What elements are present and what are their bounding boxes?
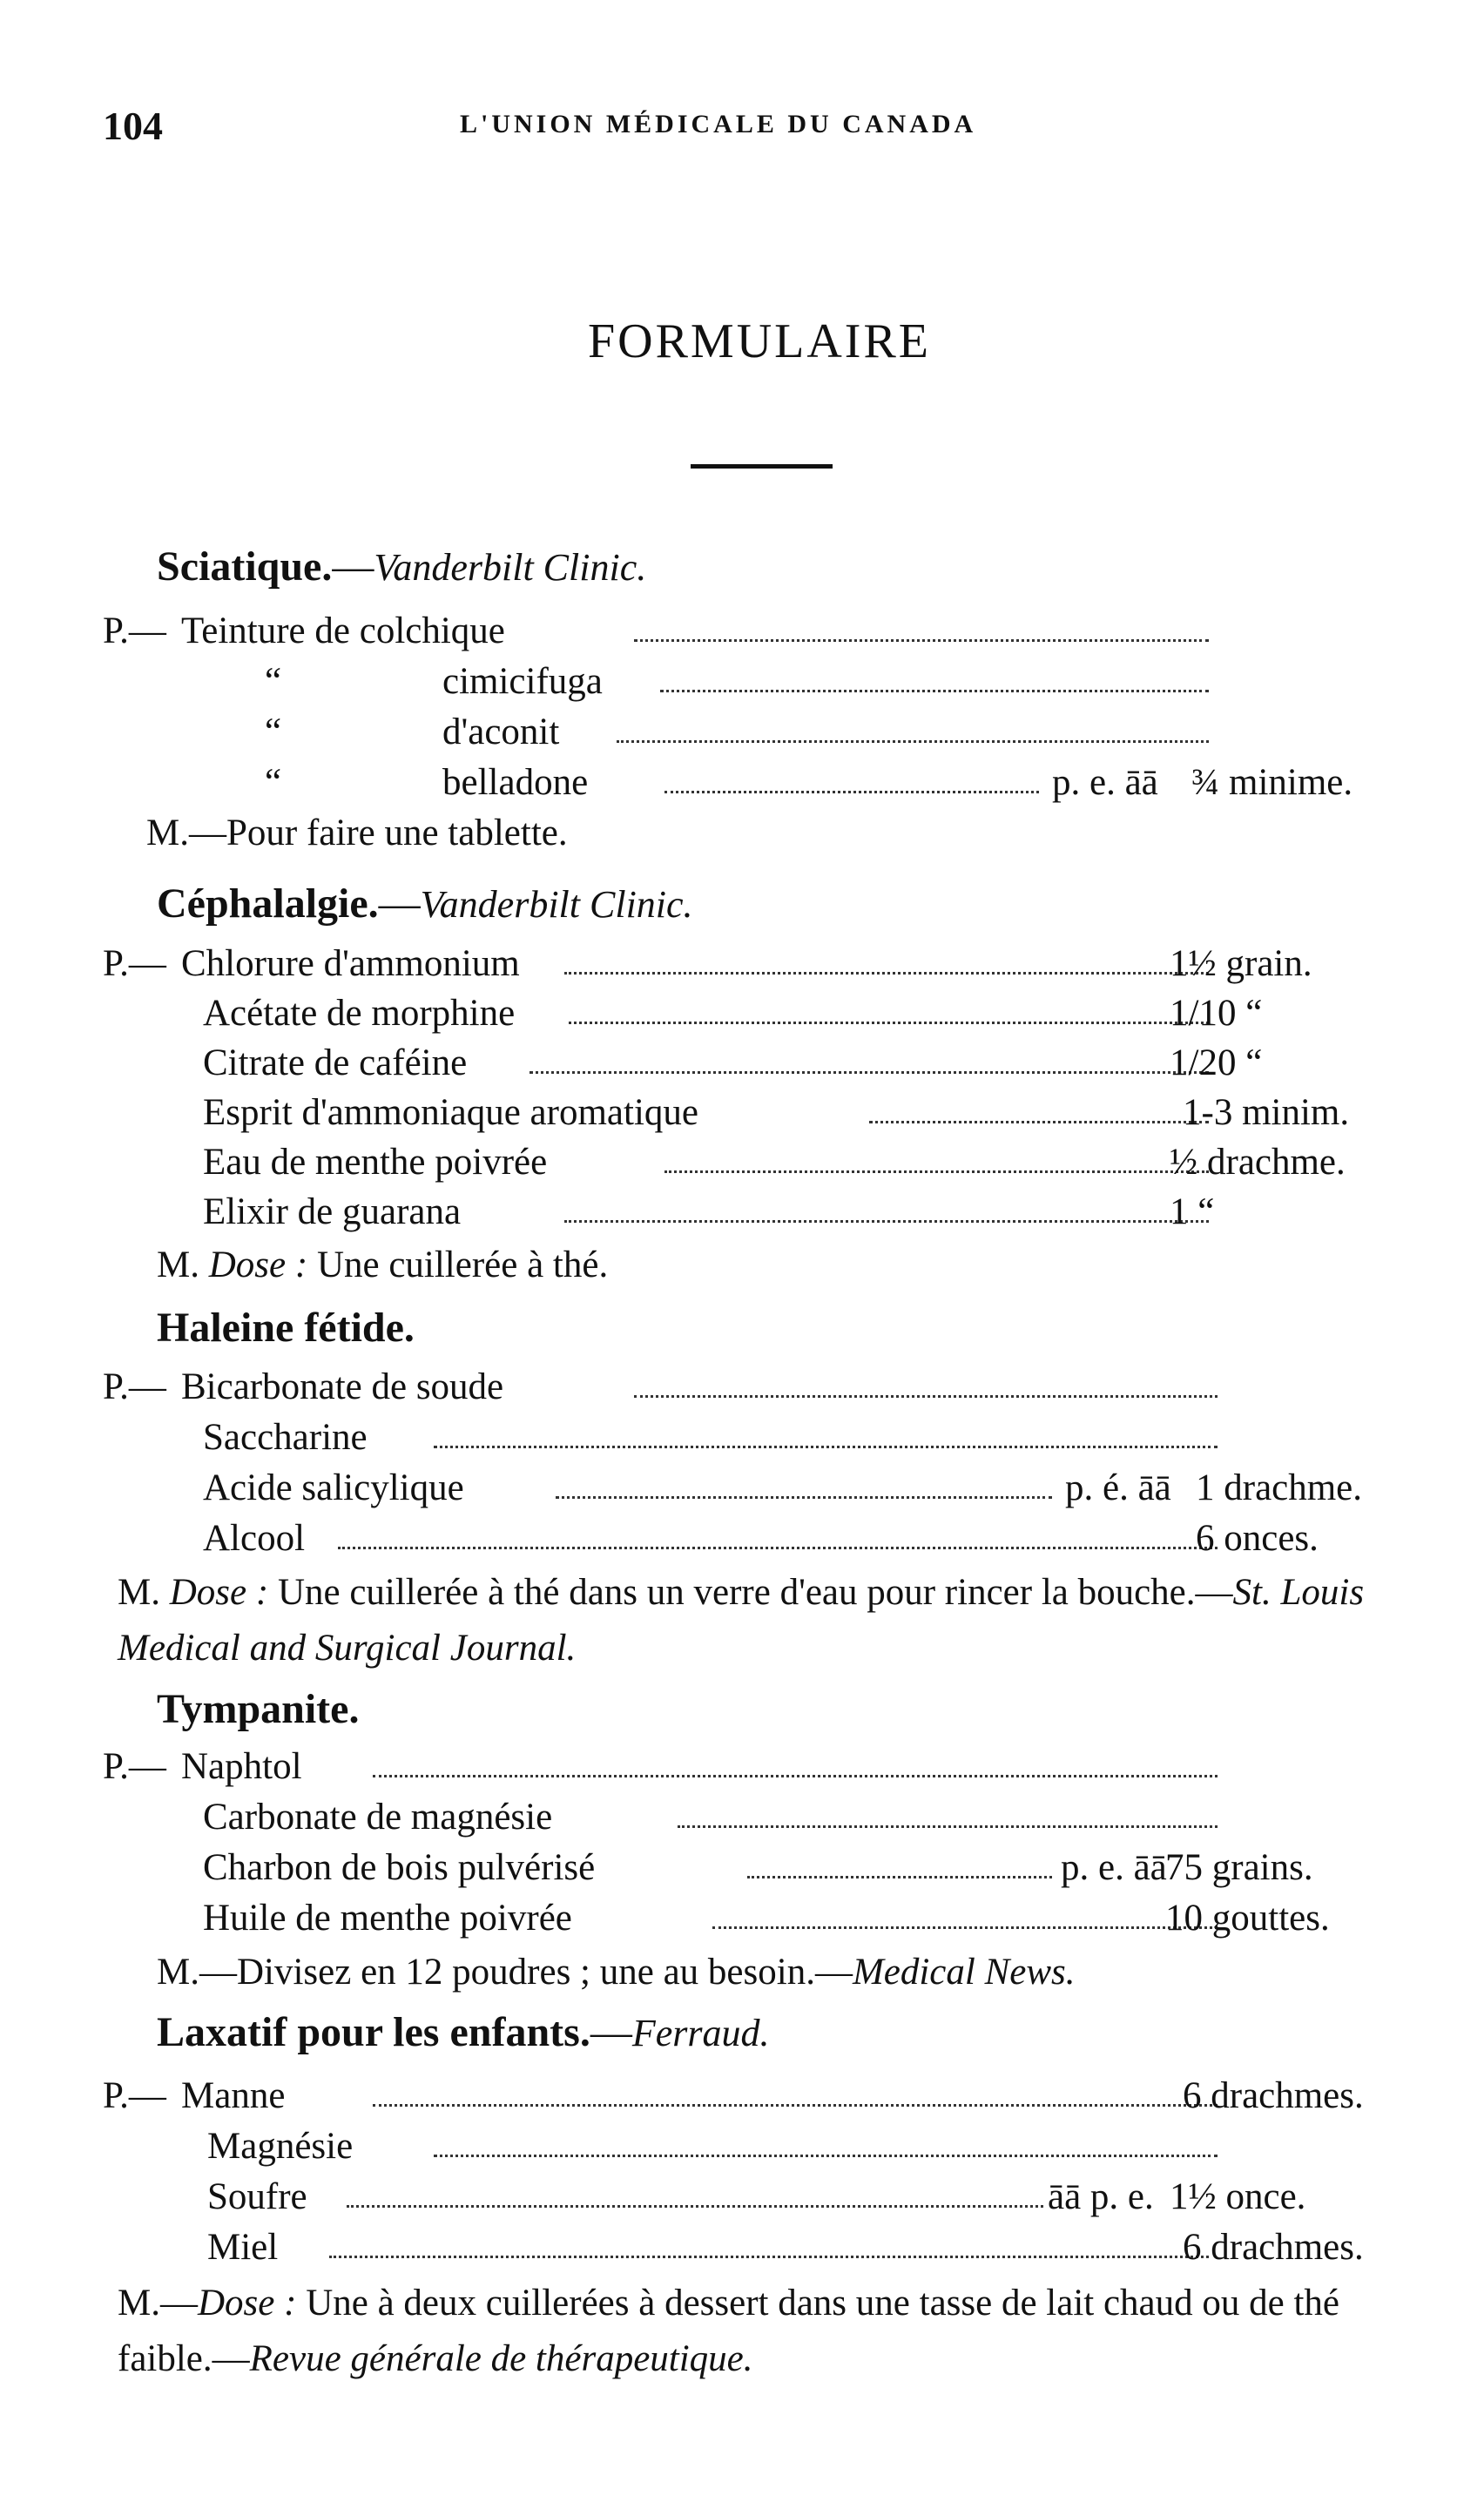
ingredient-row	[103, 1517, 1409, 1566]
heading-source: Vanderbilt Clinic.	[374, 546, 647, 589]
dot-leader	[747, 1858, 1052, 1878]
dot-leader	[434, 1428, 1218, 1448]
heading-sciatique: Sciatique.—Vanderbilt Clinic.	[157, 543, 647, 590]
ingredient-dose: 6 drachmes.	[1183, 2227, 1364, 2268]
ingredient-dose: 6 drachmes.	[1183, 2075, 1364, 2116]
heading-tympanite	[157, 1685, 359, 1733]
dot-leader	[664, 1153, 1209, 1173]
ingredient-dose: ½ drachme.	[1170, 1142, 1346, 1183]
ingredient-name: Manne	[181, 2075, 286, 2116]
prescription-prefix: P.—	[103, 1746, 166, 1787]
dot-leader	[556, 1479, 1052, 1499]
ingredient-dose: 1½ once.	[1170, 2176, 1306, 2217]
dot-leader	[373, 2087, 1218, 2107]
note-prefix: M.	[118, 1572, 170, 1613]
page-number: 104	[103, 104, 163, 148]
ditto-mark: “	[265, 661, 282, 702]
ingredient-row	[103, 1745, 1409, 1794]
dot-leader	[712, 1909, 1218, 1929]
dot-leader	[634, 622, 1209, 642]
recipe-note	[118, 1565, 1424, 1676]
ingredient-row	[103, 660, 1409, 709]
ingredient-dose: 1/20 “	[1170, 1042, 1263, 1083]
prescription-prefix: P.—	[103, 610, 166, 651]
heading-text: Laxatif pour les enfants.	[157, 2009, 590, 2055]
heading-haleine-fetide	[157, 1304, 415, 1352]
ingredient-dose: 1 “	[1170, 1191, 1215, 1232]
ingredient-row	[103, 1042, 1409, 1090]
ingredient-name: Naphtol	[181, 1746, 302, 1787]
ingredient-row	[103, 992, 1409, 1041]
ingredient-name: cimicifuga	[442, 661, 603, 702]
ingredient-name: Esprit d'ammoniaque aromatique	[203, 1092, 698, 1133]
heading-text: Céphalalgie.	[157, 880, 379, 927]
ingredient-row	[103, 1897, 1409, 1946]
ingredient-row	[103, 1416, 1409, 1465]
note-text: M.—Divisez en 12 poudres ; une au besoin.—	[157, 1952, 853, 1993]
ingredient-row	[103, 2074, 1409, 2123]
ingredient-name: Citrate de caféine	[203, 1042, 468, 1083]
ingredient-dose: 1-3 minim.	[1183, 1092, 1350, 1133]
section-title: FORMULAIRE	[587, 314, 932, 368]
note-source: Medical News.	[852, 1952, 1076, 1993]
pe-aa: p. é. āā	[1065, 1467, 1171, 1508]
heading-cephalalgie: Céphalalgie.—Vanderbilt Clinic.	[157, 880, 693, 927]
ingredient-name: Alcool	[203, 1518, 306, 1559]
dot-leader	[678, 1808, 1218, 1828]
ingredient-dose: 1/10 “	[1170, 993, 1263, 1034]
journal-title: L'UNION MÉDICALE DU CANADA	[460, 110, 977, 138]
note-source: Revue générale de thérapeutique.	[249, 2338, 753, 2379]
ingredient-dose: 1 drachme.	[1196, 1467, 1363, 1508]
ingredient-row	[103, 1366, 1409, 1414]
dot-leader	[660, 672, 1209, 692]
ingredient-row	[103, 2125, 1409, 2174]
ingredient-name: belladone	[442, 762, 589, 803]
ingredient-row	[103, 1467, 1409, 1515]
heading-source: Ferraud.	[631, 2012, 770, 2054]
dot-leader	[664, 773, 1039, 793]
ingredient-name: Elixir de guarana	[203, 1191, 462, 1232]
recipe-note	[157, 1951, 1076, 1993]
ingredient-row	[103, 2226, 1409, 2275]
note-source: St. Louis Medical and Surgical Journal.	[118, 1572, 1365, 1669]
ingredient-name: Chlorure d'ammonium	[181, 943, 520, 984]
ingredient-name: Acétate de morphine	[203, 993, 516, 1034]
heading-source: Vanderbilt Clinic.	[420, 883, 693, 926]
prescription-prefix: P.—	[103, 943, 166, 984]
dot-leader	[338, 1529, 1218, 1549]
ingredient-name: Bicarbonate de soude	[181, 1366, 504, 1407]
note-prefix: M.	[157, 1244, 209, 1285]
ingredient-row	[103, 2175, 1409, 2224]
ingredient-name: Acide salicylique	[203, 1467, 464, 1508]
ingredient-row	[103, 1141, 1409, 1190]
running-head	[103, 103, 1078, 155]
title-rule	[691, 464, 833, 469]
ingredient-name: Charbon de bois pulvérisé	[203, 1847, 596, 1888]
ingredient-name: Teinture de colchique	[181, 610, 505, 651]
dot-leader	[869, 1103, 1209, 1123]
ingredient-row	[103, 711, 1409, 759]
ingredient-row	[103, 1846, 1409, 1895]
dose-label: Dose :	[208, 1244, 308, 1285]
dot-leader	[617, 723, 1209, 743]
note-prefix: M.—	[118, 2283, 198, 2324]
ditto-mark: “	[265, 762, 282, 803]
ingredient-name: Carbonate de magnésie	[203, 1797, 553, 1838]
dot-leader	[564, 954, 1209, 975]
ingredient-name: Saccharine	[203, 1417, 368, 1458]
ingredient-name: Huile de menthe poivrée	[203, 1898, 572, 1939]
dose-label: Dose :	[169, 1572, 269, 1613]
ingredient-row	[103, 942, 1409, 991]
ingredient-dose: 75 grains.	[1165, 1847, 1313, 1888]
ingredient-row	[103, 1796, 1409, 1845]
dot-leader	[373, 1757, 1218, 1777]
ingredient-row	[103, 1091, 1409, 1140]
heading-text: Haleine fétide.	[157, 1305, 415, 1351]
ingredient-dose: 10 gouttes.	[1165, 1898, 1330, 1939]
pe-aa: āā p. e.	[1048, 2176, 1154, 2217]
ingredient-row	[103, 1190, 1409, 1239]
ingredient-row	[103, 610, 1409, 658]
recipe-note: M.—Pour faire une tablette.	[146, 813, 568, 853]
recipe-note	[157, 1244, 608, 1286]
heading-text: Tympanite.	[157, 1686, 360, 1732]
dot-leader	[569, 1004, 1209, 1024]
ingredient-dose: ¾ minime.	[1191, 762, 1353, 803]
prescription-prefix: P.—	[103, 1366, 166, 1407]
ditto-mark: “	[265, 712, 282, 752]
ingredient-dose: 6 onces.	[1196, 1518, 1319, 1559]
dot-leader	[347, 2188, 1043, 2208]
ingredient-name: Soufre	[207, 2176, 307, 2217]
pe-aa: p. e. āā	[1061, 1847, 1167, 1888]
prescription-prefix: P.—	[103, 2075, 166, 2116]
note-text: Une cuillerée à thé dans un verre d'eau pour rincer la bouche.—	[268, 1572, 1233, 1613]
ingredient-row	[103, 761, 1409, 810]
dot-leader	[434, 2137, 1218, 2157]
pe-aa: p. e. āā	[1052, 762, 1158, 803]
dot-leader	[530, 1054, 1209, 1074]
ingredient-name: Eau de menthe poivrée	[203, 1142, 548, 1183]
ingredient-name: Magnésie	[207, 2126, 354, 2167]
note-text: Une cuillerée à thé.	[307, 1244, 609, 1285]
dot-leader	[329, 2238, 1209, 2258]
note-text: Une à deux cuillerées à dessert dans une tasse de lait chaud ou de thé faible.—	[118, 2283, 1340, 2379]
ingredient-dose: 1½ grain.	[1170, 943, 1312, 984]
heading-text: Sciatique.	[157, 543, 333, 590]
dose-label: Dose :	[197, 2283, 297, 2324]
heading-laxatif: Laxatif pour les enfants.—Ferraud.	[157, 2009, 770, 2055]
ingredient-name: Miel	[207, 2227, 279, 2268]
dot-leader	[634, 1378, 1218, 1398]
recipe-note	[118, 2276, 1424, 2387]
ingredient-name: d'aconit	[442, 712, 560, 752]
dot-leader	[564, 1203, 1209, 1223]
